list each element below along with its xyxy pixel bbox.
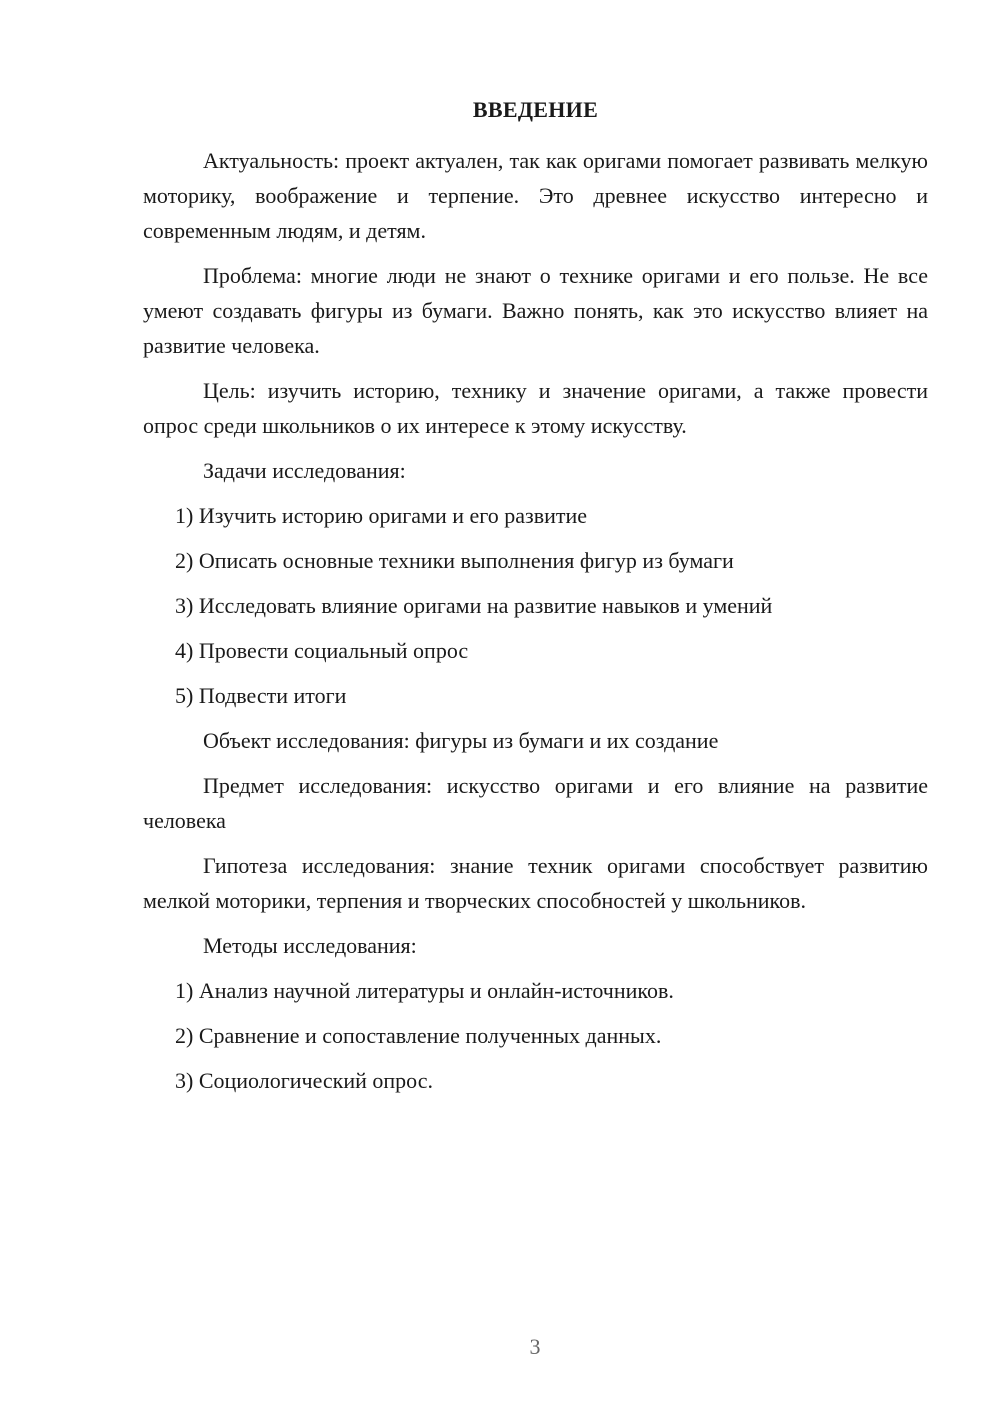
goal-paragraph: Цель: изучить историю, технику и значение оригами, а также провести опрос среди школьников о их интересе к этому искусству. <box>143 378 928 438</box>
hypothesis-paragraph: Гипотеза исследования: знание техник оригами способствует развитию мелкой моторики, терпения и творческих способностей у школьников. <box>143 853 928 913</box>
subject-paragraph: Предмет исследования: искусство оригами и его влияние на развитие человека <box>143 773 928 833</box>
list-item: 3) Социологический опрос. <box>175 1068 433 1093</box>
list-item: 4) Провести социальный опрос <box>175 638 469 663</box>
tasks-list <box>143 498 928 713</box>
methods-list <box>143 973 928 1098</box>
relevance-paragraph: Актуальность: проект актуален, так как оригами помогает развивать мелкую моторику, воображение и терпение. Это древнее искусство интересно и современным людям, и детям. <box>143 148 928 243</box>
problem-paragraph: Проблема: многие люди не знают о технике оригами и его пользе. Не все умеют создавать фигуры из бумаги. Важно понять, как это искусство влияет на развитие человека. <box>143 263 928 358</box>
list-item: 1) Анализ научной литературы и онлайн-источников. <box>175 978 674 1003</box>
methods-heading: Методы исследования: <box>203 933 417 958</box>
list-item: 2) Сравнение и сопоставление полученных данных. <box>175 1023 662 1048</box>
list-item: 2) Описать основные техники выполнения фигур из бумаги <box>175 548 734 573</box>
list-item: 1) Изучить историю оригами и его развитие <box>175 503 588 528</box>
object-paragraph: Объект исследования: фигуры из бумаги и их создание <box>203 728 719 753</box>
list-item: 3) Исследовать влияние оригами на развитие навыков и умений <box>175 593 773 618</box>
tasks-heading: Задачи исследования: <box>203 458 406 483</box>
document-body <box>143 143 928 1108</box>
list-item: 5) Подвести итоги <box>175 683 347 708</box>
section-heading: ВВЕДЕНИЕ <box>472 97 599 122</box>
page-number: 3 <box>529 1334 541 1359</box>
